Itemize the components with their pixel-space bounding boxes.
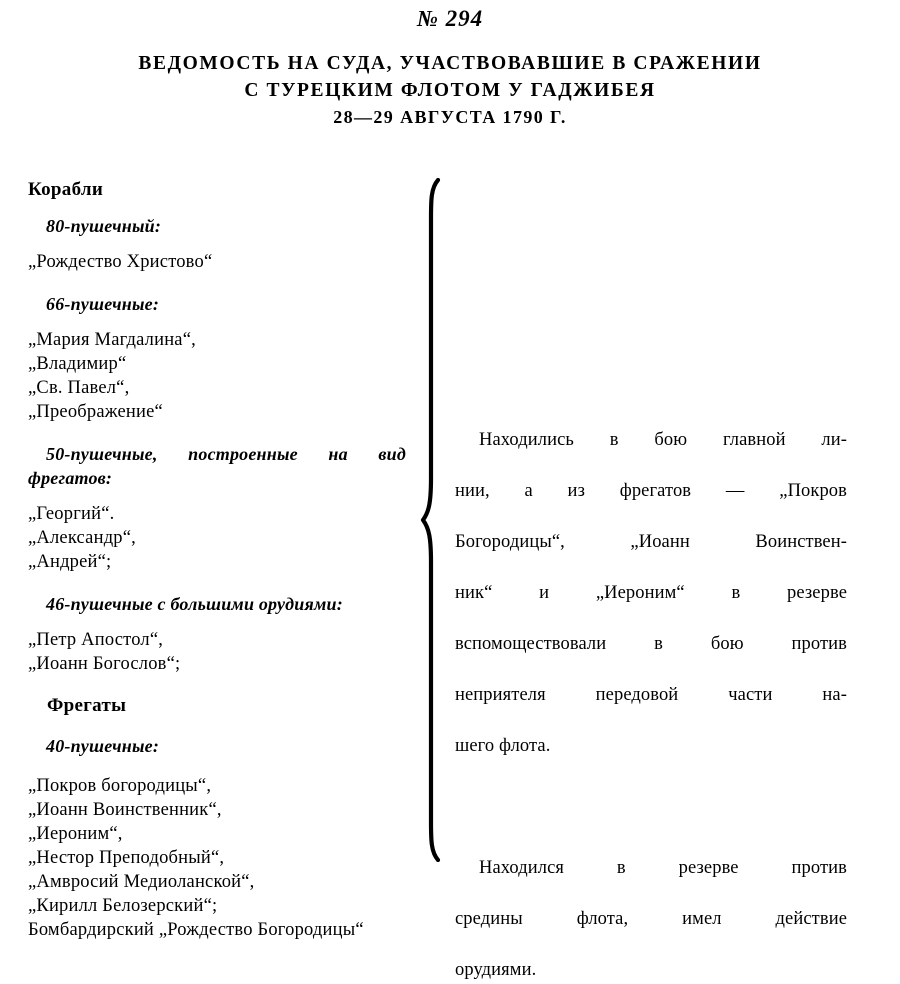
- gun-class-label-46: 46-пушечные с большими орудиями:: [46, 594, 343, 614]
- spacer: [28, 490, 418, 502]
- note-line: неприятеля передовой части на-: [455, 685, 847, 705]
- list-item: „Андрей“;: [28, 552, 112, 572]
- note-line: Находился в резерве против: [479, 858, 847, 878]
- list-item: „Св. Павел“,: [28, 378, 130, 398]
- spacer: [28, 202, 418, 214]
- spacer: [28, 574, 418, 592]
- ship-list-50: [28, 502, 418, 574]
- ship-list-80: [28, 250, 418, 274]
- gun-class-label-66: 66-пушечные:: [46, 294, 160, 314]
- list-item: „Амвросий Медиоланской“,: [28, 872, 255, 892]
- curly-brace: [418, 178, 454, 862]
- note-line: средины флота, имел действие: [455, 909, 847, 929]
- spacer: [28, 424, 418, 442]
- list-item: „Кирилл Белозерский“;: [28, 896, 218, 916]
- list-item: „Иоанн Воинственник“,: [28, 800, 222, 820]
- document-title: [0, 50, 900, 131]
- spacer: [28, 316, 418, 328]
- spacer: [28, 238, 418, 250]
- list-item: „Петр Апостол“,: [28, 630, 164, 650]
- list-item: „Покров богородицы“,: [28, 776, 212, 796]
- list-item: „Мария Магдалина“,: [28, 330, 196, 350]
- list-item: Бомбардирский „Рождество Богородицы“: [28, 920, 364, 940]
- ship-roster-column: [28, 178, 418, 942]
- spacer: [28, 616, 418, 628]
- list-item: „Иоанн Богослов“;: [28, 654, 181, 674]
- list-item: „Георгий“.: [28, 504, 115, 524]
- ship-list-66: [28, 328, 418, 424]
- spacer: [28, 758, 418, 774]
- group-heading-frigates: Фрегаты: [47, 695, 127, 716]
- gun-class-label-80: 80-пушечный:: [46, 216, 162, 236]
- title-line-3: 28—29 АВГУСТА 1790 Г.: [333, 107, 567, 127]
- note-line: орудиями.: [455, 960, 537, 980]
- gun-class-label-50: 50-пушечные, построенные на вид фрегатов:: [28, 444, 406, 488]
- list-item: „Преображение“: [28, 402, 163, 422]
- list-item: „Александр“,: [28, 528, 136, 548]
- note-main-line: [455, 428, 847, 760]
- list-item: „Иероним“,: [28, 824, 123, 844]
- note-line: Находились в бою главной ли-: [479, 430, 847, 450]
- spacer: [28, 718, 418, 734]
- list-item: „Рождество Христово“: [28, 252, 213, 272]
- ship-list-40: [28, 774, 418, 942]
- note-reserve: [455, 856, 847, 984]
- note-line: шего флота.: [455, 736, 551, 756]
- group-heading-ships: Корабли: [28, 179, 104, 200]
- title-line-2: С ТУРЕЦКИМ ФЛОТОМ У ГАДЖИБЕЯ: [244, 80, 656, 101]
- note-line: ник“ и „Иероним“ в резерве: [455, 583, 847, 603]
- note-line: Богородицы“, „Иоанн Воинствен-: [455, 532, 847, 552]
- document-number: № 294: [416, 6, 484, 31]
- list-item: „Владимир“: [28, 354, 127, 374]
- list-item: „Нестор Преподобный“,: [28, 848, 225, 868]
- ship-list-46: [28, 628, 418, 676]
- spacer: [28, 274, 418, 292]
- title-line-1: ВЕДОМОСТЬ НА СУДА, УЧАСТВОВАВШИЕ В СРАЖЕНИИ: [138, 53, 762, 74]
- spacer: [28, 676, 418, 694]
- note-line: вспомоществовали в бою против: [455, 634, 847, 654]
- gun-class-label-40: 40-пушечные:: [46, 736, 160, 756]
- note-line: нии, а из фрегатов — „Покров: [455, 481, 847, 501]
